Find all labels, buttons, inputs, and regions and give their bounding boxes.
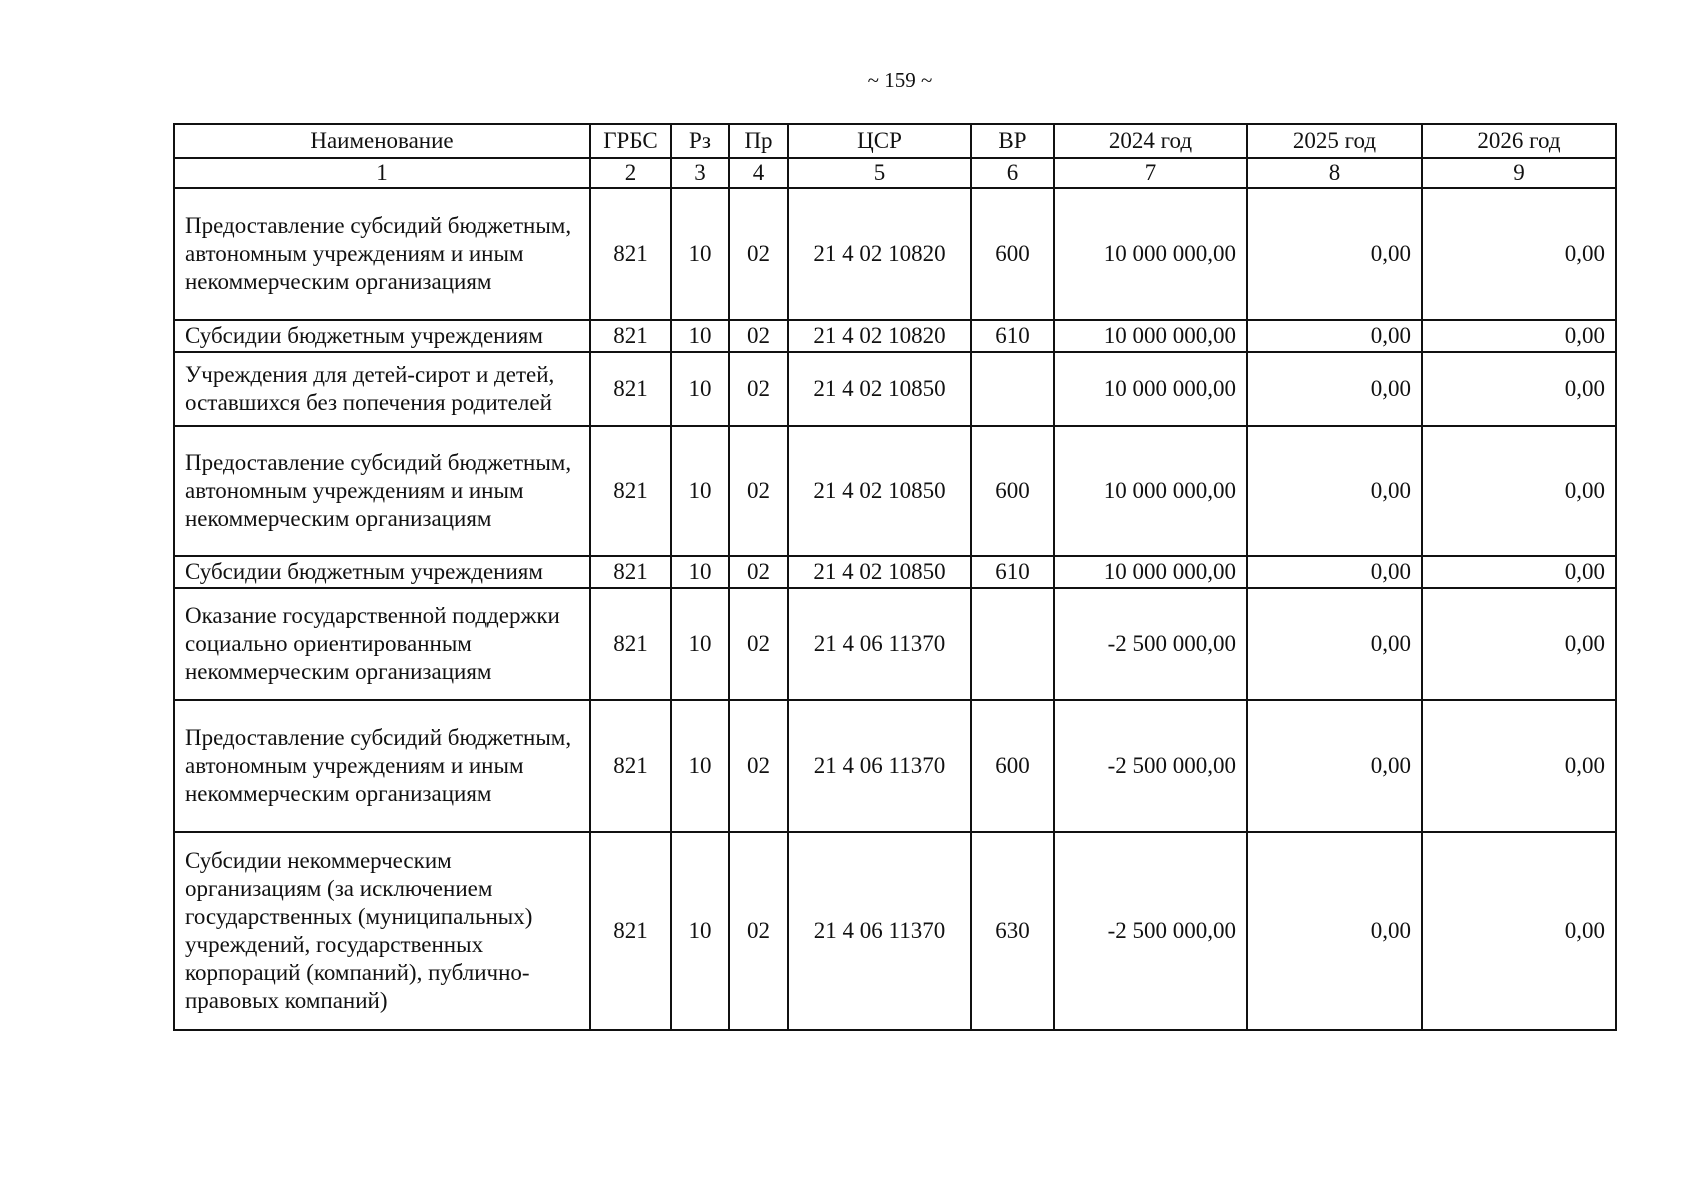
row-vr: 600 bbox=[971, 700, 1054, 832]
row-pr: 02 bbox=[729, 700, 788, 832]
row-amount-2026: 0,00 bbox=[1422, 588, 1616, 700]
header-row bbox=[174, 124, 1616, 158]
row-pr: 02 bbox=[729, 588, 788, 700]
row-rz: 10 bbox=[671, 556, 729, 588]
row-name: Предоставление субсидий бюджетным, автономным учреждениям и иным некоммерческим организациям bbox=[174, 188, 590, 320]
row-vr bbox=[971, 588, 1054, 700]
column-number: 7 bbox=[1054, 158, 1247, 188]
column-number: 6 bbox=[971, 158, 1054, 188]
row-grbs: 821 bbox=[590, 352, 671, 426]
row-name: Предоставление субсидий бюджетным, автономным учреждениям и иным некоммерческим организациям bbox=[174, 700, 590, 832]
row-pr: 02 bbox=[729, 832, 788, 1030]
column-header-2024: 2024 год bbox=[1054, 124, 1247, 158]
row-csr: 21 4 02 10850 bbox=[788, 426, 971, 556]
budget-table bbox=[173, 123, 1617, 1031]
row-pr: 02 bbox=[729, 188, 788, 320]
row-vr: 600 bbox=[971, 188, 1054, 320]
row-csr: 21 4 02 10820 bbox=[788, 188, 971, 320]
row-amount-2024: 10 000 000,00 bbox=[1054, 556, 1247, 588]
row-vr bbox=[971, 352, 1054, 426]
row-grbs: 821 bbox=[590, 426, 671, 556]
row-grbs: 821 bbox=[590, 700, 671, 832]
row-amount-2025: 0,00 bbox=[1247, 426, 1422, 556]
row-amount-2026: 0,00 bbox=[1422, 320, 1616, 352]
table-row bbox=[174, 320, 1616, 352]
column-header-pr: Пр bbox=[729, 124, 788, 158]
row-amount-2024: 10 000 000,00 bbox=[1054, 188, 1247, 320]
row-amount-2025: 0,00 bbox=[1247, 352, 1422, 426]
row-csr: 21 4 02 10850 bbox=[788, 352, 971, 426]
row-vr: 600 bbox=[971, 426, 1054, 556]
column-header-2026: 2026 год bbox=[1422, 124, 1616, 158]
row-amount-2024: -2 500 000,00 bbox=[1054, 832, 1247, 1030]
table-row bbox=[174, 700, 1616, 832]
row-vr: 610 bbox=[971, 556, 1054, 588]
row-name: Оказание государственной поддержки социально ориентированным некоммерческим организациям bbox=[174, 588, 590, 700]
row-amount-2026: 0,00 bbox=[1422, 832, 1616, 1030]
row-vr: 630 bbox=[971, 832, 1054, 1030]
table-row bbox=[174, 188, 1616, 320]
table-row bbox=[174, 352, 1616, 426]
column-number: 3 bbox=[671, 158, 729, 188]
row-amount-2025: 0,00 bbox=[1247, 188, 1422, 320]
column-number-row bbox=[174, 158, 1616, 188]
row-grbs: 821 bbox=[590, 320, 671, 352]
row-grbs: 821 bbox=[590, 588, 671, 700]
row-pr: 02 bbox=[729, 352, 788, 426]
column-header-grbs: ГРБС bbox=[590, 124, 671, 158]
row-amount-2024: 10 000 000,00 bbox=[1054, 320, 1247, 352]
row-name: Учреждения для детей-сирот и детей, оставшихся без попечения родителей bbox=[174, 352, 590, 426]
row-csr: 21 4 06 11370 bbox=[788, 700, 971, 832]
row-amount-2025: 0,00 bbox=[1247, 320, 1422, 352]
row-amount-2024: -2 500 000,00 bbox=[1054, 588, 1247, 700]
row-amount-2024: 10 000 000,00 bbox=[1054, 426, 1247, 556]
row-rz: 10 bbox=[671, 832, 729, 1030]
row-grbs: 821 bbox=[590, 556, 671, 588]
row-amount-2026: 0,00 bbox=[1422, 426, 1616, 556]
row-vr: 610 bbox=[971, 320, 1054, 352]
row-rz: 10 bbox=[671, 352, 729, 426]
page-number: ~ 159 ~ bbox=[867, 68, 933, 92]
column-number: 4 bbox=[729, 158, 788, 188]
row-rz: 10 bbox=[671, 188, 729, 320]
column-header-name: Наименование bbox=[174, 124, 590, 158]
column-number: 5 bbox=[788, 158, 971, 188]
row-pr: 02 bbox=[729, 426, 788, 556]
row-csr: 21 4 06 11370 bbox=[788, 832, 971, 1030]
row-grbs: 821 bbox=[590, 832, 671, 1030]
table-row bbox=[174, 556, 1616, 588]
column-number: 8 bbox=[1247, 158, 1422, 188]
column-number: 2 bbox=[590, 158, 671, 188]
table-row bbox=[174, 588, 1616, 700]
row-amount-2024: 10 000 000,00 bbox=[1054, 352, 1247, 426]
row-grbs: 821 bbox=[590, 188, 671, 320]
column-header-rz: Рз bbox=[671, 124, 729, 158]
table-row bbox=[174, 426, 1616, 556]
table-row bbox=[174, 832, 1616, 1030]
row-csr: 21 4 06 11370 bbox=[788, 588, 971, 700]
row-rz: 10 bbox=[671, 700, 729, 832]
column-header-csr: ЦСР bbox=[788, 124, 971, 158]
row-name: Предоставление субсидий бюджетным, автономным учреждениям и иным некоммерческим организациям bbox=[174, 426, 590, 556]
row-amount-2025: 0,00 bbox=[1247, 556, 1422, 588]
row-rz: 10 bbox=[671, 588, 729, 700]
column-number: 9 bbox=[1422, 158, 1616, 188]
row-rz: 10 bbox=[671, 426, 729, 556]
row-rz: 10 bbox=[671, 320, 729, 352]
row-pr: 02 bbox=[729, 556, 788, 588]
row-amount-2026: 0,00 bbox=[1422, 700, 1616, 832]
row-amount-2026: 0,00 bbox=[1422, 556, 1616, 588]
row-pr: 02 bbox=[729, 320, 788, 352]
row-name: Субсидии бюджетным учреждениям bbox=[174, 556, 590, 588]
row-amount-2025: 0,00 bbox=[1247, 588, 1422, 700]
column-header-vr: ВР bbox=[971, 124, 1054, 158]
row-amount-2024: -2 500 000,00 bbox=[1054, 700, 1247, 832]
row-name: Субсидии бюджетным учреждениям bbox=[174, 320, 590, 352]
row-csr: 21 4 02 10850 bbox=[788, 556, 971, 588]
row-name: Субсидии некоммерческим организациям (за исключением государственных (муниципальных) учреждений, государственных корпораций (компаний), публично-правовых компаний) bbox=[174, 832, 590, 1030]
row-amount-2026: 0,00 bbox=[1422, 188, 1616, 320]
row-csr: 21 4 02 10820 bbox=[788, 320, 971, 352]
row-amount-2025: 0,00 bbox=[1247, 832, 1422, 1030]
row-amount-2025: 0,00 bbox=[1247, 700, 1422, 832]
column-header-2025: 2025 год bbox=[1247, 124, 1422, 158]
row-amount-2026: 0,00 bbox=[1422, 352, 1616, 426]
column-number: 1 bbox=[174, 158, 590, 188]
